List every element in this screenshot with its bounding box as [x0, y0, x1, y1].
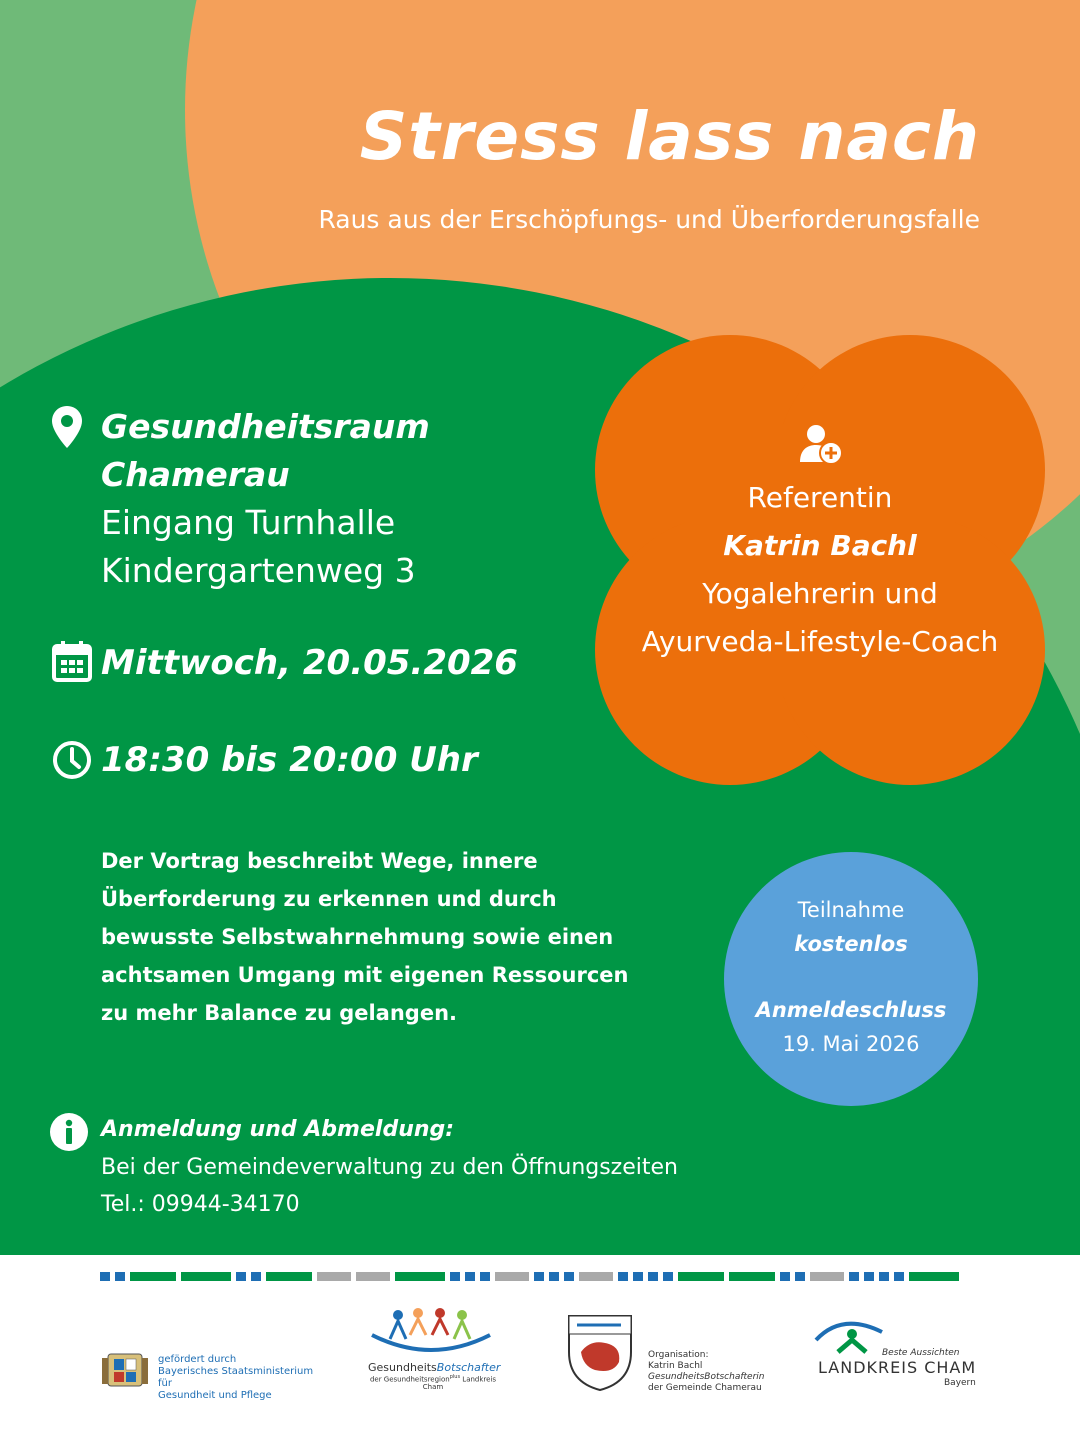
ministry-logo — [100, 1350, 314, 1401]
poster-subtitle: Raus aus der Erschöpfungs- und Überforderungsfalle — [318, 205, 980, 234]
botschafter-title-a: Gesundheits — [368, 1361, 437, 1374]
location-pin-icon — [50, 405, 84, 449]
landkreis-region: Bayern — [944, 1378, 976, 1388]
landkreis-tagline: Beste Aussichten — [882, 1348, 960, 1358]
registration-hours: Bei der Gemeindeverwaltung zu den Öffnungszeiten — [101, 1155, 678, 1180]
decorative-stripe — [100, 1272, 980, 1281]
chamerau-coat-of-arms — [565, 1312, 635, 1396]
organisation-line3: GesundheitsBotschafterin — [648, 1372, 765, 1382]
organisation-line2: Katrin Bachl — [648, 1361, 703, 1371]
participation-label: Teilnahme — [797, 898, 905, 922]
location-entrance: Eingang Turnhalle — [101, 503, 396, 542]
landkreis-cham-logo — [812, 1318, 982, 1388]
user-plus-icon — [800, 422, 844, 466]
deadline-date: 19. Mai 2026 — [782, 1032, 920, 1056]
deadline-label: Anmeldeschluss — [755, 998, 947, 1022]
participation-cost: kostenlos — [794, 932, 908, 956]
botschafter-subtitle-end: Landkreis Cham — [422, 1375, 497, 1392]
botschafter-subtitle: der Gesundheitsregion — [369, 1375, 450, 1384]
gesundheitsbotschafter-logo — [368, 1305, 501, 1392]
speaker-label: Referentin — [747, 481, 893, 514]
calendar-icon — [52, 640, 92, 682]
bavarian-coat-of-arms-icon — [100, 1350, 150, 1390]
speaker-role-line2: Ayurveda-Lifestyle-Coach — [641, 625, 999, 658]
boar-shield-icon — [565, 1312, 635, 1392]
event-date: Mittwoch, 20.05.2026 — [101, 643, 518, 683]
ministry-line3: Gesundheit und Pflege — [158, 1390, 272, 1401]
organisation-line1: Organisation: — [648, 1350, 709, 1360]
event-description — [101, 842, 701, 1032]
ministry-line1: gefördert durch — [158, 1354, 237, 1365]
ministry-line2: Bayerisches Staatsministerium für — [158, 1366, 314, 1389]
description-line: zu mehr Balance zu gelangen. — [101, 1001, 458, 1025]
description-line: achtsamen Umgang mit eigenen Ressourcen — [101, 963, 629, 987]
speaker-role-line1: Yogalehrerin und — [702, 577, 938, 610]
location-name-line2: Chamerau — [101, 455, 290, 494]
botschafter-title-b: Botschafter — [436, 1361, 501, 1374]
location-name-line1: Gesundheitsraum — [101, 407, 430, 446]
clock-icon — [52, 740, 92, 780]
participation-badge — [724, 852, 978, 1106]
registration-phone: Tel.: 09944-34170 — [101, 1192, 300, 1217]
organisation-info — [648, 1350, 765, 1394]
people-figures-icon — [368, 1305, 494, 1353]
location-block — [101, 403, 430, 595]
landkreis-name: LANDKREIS CHAM — [818, 1358, 977, 1377]
speaker-name: Katrin Bachl — [723, 529, 917, 562]
registration-heading: Anmeldung und Abmeldung: — [101, 1117, 455, 1142]
poster-title: Stress lass nach — [359, 98, 980, 175]
description-line: Der Vortrag beschreibt Wege, innere — [101, 849, 538, 873]
botschafter-subtitle-sup: plus — [449, 1374, 461, 1380]
description-line: Überforderung zu erkennen und durch — [101, 887, 557, 911]
organisation-line4: der Gemeinde Chamerau — [648, 1383, 762, 1393]
location-street: Kindergartenweg 3 — [101, 551, 416, 590]
info-icon — [50, 1113, 88, 1151]
landkreis-swoosh-icon — [812, 1318, 892, 1356]
description-line: bewusste Selbstwahrnehmung sowie einen — [101, 925, 614, 949]
event-time: 18:30 bis 20:00 Uhr — [101, 740, 478, 780]
